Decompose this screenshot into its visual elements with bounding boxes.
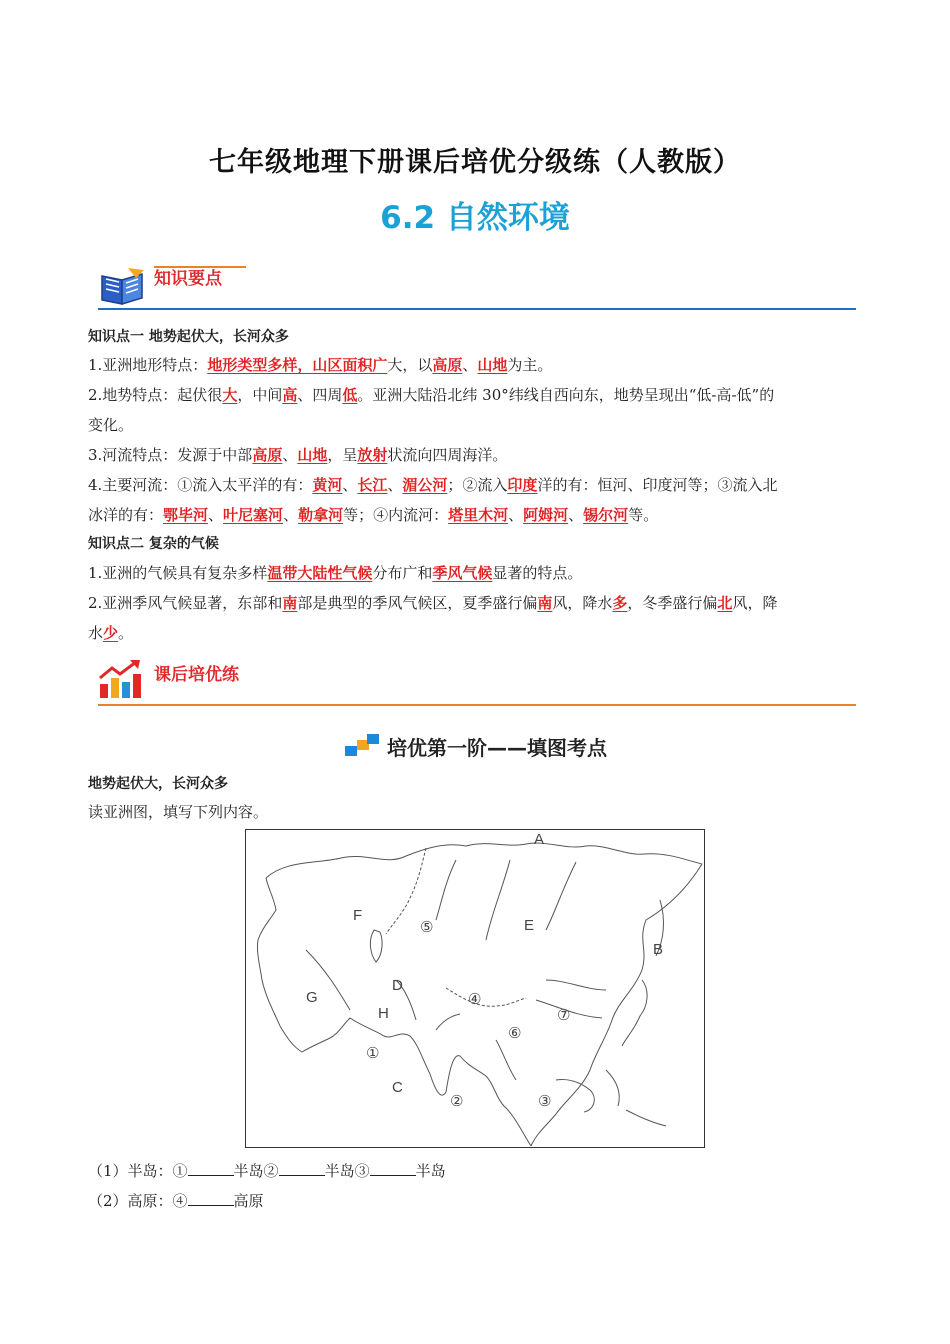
map-label-h: H xyxy=(378,1005,389,1022)
stage-heading xyxy=(0,732,950,761)
label-accent-line xyxy=(154,266,246,268)
kp1-line2: 2.地势特点：起伏很大，中间高、四周低。亚洲大陆沿北纬 30°纬线自西向东，地势呈现出“低-高-低”的 xyxy=(88,386,775,404)
answer-blank[interactable] xyxy=(279,1161,325,1176)
section-divider xyxy=(98,308,856,310)
exercise-heading: 地势起伏大，长河众多 xyxy=(88,776,228,792)
map-number-4: ④ xyxy=(468,990,482,1008)
map-number-3: ③ xyxy=(538,1092,552,1110)
section-label: 知识要点 xyxy=(154,269,222,289)
map-label-f: F xyxy=(353,907,363,924)
kp1-line2-cont: 变化。 xyxy=(88,416,134,434)
growth-chart-icon xyxy=(98,658,144,700)
section-header-practice xyxy=(98,658,298,706)
lesson-title: 6.2 自然环境 xyxy=(380,200,570,236)
open-book-icon xyxy=(98,264,150,308)
map-number-6: ⑥ xyxy=(508,1024,522,1042)
kp2-line2-cont: 水少。 xyxy=(88,624,134,642)
stair-blocks-icon xyxy=(343,732,381,758)
map-number-2: ② xyxy=(450,1092,464,1110)
stage-title: 培优第一阶——填图考点 xyxy=(387,736,607,760)
kp1-line3: 3.河流特点：发源于中部高原、山地，呈放射状流向四周海洋。 xyxy=(88,446,508,464)
map-label-c: C xyxy=(392,1079,403,1096)
asia-map xyxy=(245,829,705,1148)
map-label-a: A xyxy=(534,831,545,848)
kp2-line1: 1.亚洲的气候具有复杂多样温带大陆性气候分布广和季风气候显著的特点。 xyxy=(88,564,583,582)
kp2-heading: 知识点二 复杂的气候 xyxy=(88,536,219,552)
exercise-prompt: 读亚洲图，填写下列内容。 xyxy=(88,803,269,821)
question-1: （1）半岛：① 半岛② 半岛③ 半岛 xyxy=(88,1162,446,1180)
map-label-b: B xyxy=(653,941,664,958)
map-number-1: ① xyxy=(366,1044,380,1062)
kp1-line4: 4.主要河流：①流入太平洋的有：黄河、长江、湄公河；②流入印度洋的有：恒河、印度河等；③流入北 xyxy=(88,476,778,494)
kp1-line4-cont: 冰洋的有：鄂毕河、叶尼塞河、勒拿河等；④内流河：塔里木河、阿姆河、锡尔河等。 xyxy=(88,506,659,524)
map-label-d: D xyxy=(392,977,403,994)
answer-blank[interactable] xyxy=(370,1161,416,1176)
asia-outline-map xyxy=(246,830,704,1147)
section-divider xyxy=(98,704,856,706)
kp2-line2: 2.亚洲季风气候显著，东部和南部是典型的季风气候区，夏季盛行偏南风，降水多，冬季盛行偏北风，降 xyxy=(88,594,778,612)
map-number-5: ⑤ xyxy=(420,918,434,936)
map-letter-labels xyxy=(306,831,663,1096)
kp1-heading: 知识点一 地势起伏大，长河众多 xyxy=(88,329,289,345)
document-title: 七年级地理下册课后培优分级练（人教版） xyxy=(209,147,741,178)
answer-blank[interactable] xyxy=(188,1191,234,1206)
question-2: （2）高原：④ 高原 xyxy=(88,1192,264,1210)
map-label-e: E xyxy=(524,917,535,934)
answer-blank[interactable] xyxy=(188,1161,234,1176)
map-number-7: ⑦ xyxy=(557,1006,571,1024)
section-header-key-points xyxy=(98,262,298,310)
map-label-g: G xyxy=(306,989,318,1006)
section-label: 课后培优练 xyxy=(154,665,239,685)
kp1-line1: 1.亚洲地形特点：地形类型多样，山区面积广大，以高原、山地为主。 xyxy=(88,356,553,374)
